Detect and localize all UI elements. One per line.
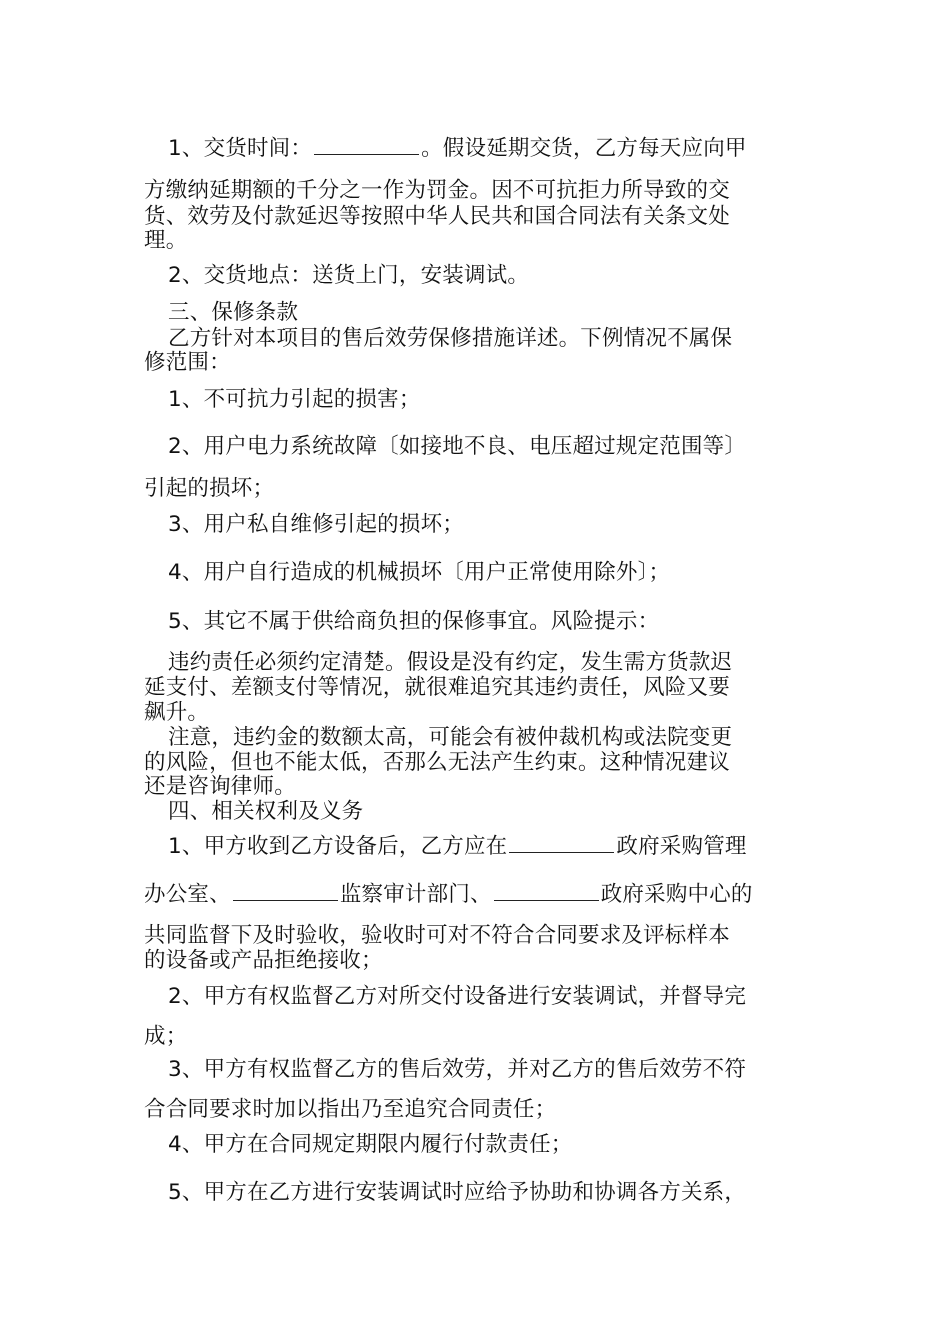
text-line: 合合同要求时加以指出乃至追究合同责任； [144,1097,557,1122]
procurement-center-blank [494,882,599,901]
text-line: 引起的损坏； [144,476,275,501]
section-heading-rights: 四、相关权利及义务 [168,799,364,824]
para-acceptance [168,834,747,860]
acceptance-text-5: 政府采购中心的 [600,882,753,907]
list-item: 1、不可抗力引起的损害； [168,387,421,412]
text-line: 方缴纳延期额的千分之一作为罚金。因不可抗拒力所导致的交 [144,178,730,203]
list-item: 5、甲方在乙方进行安装调试时应给予协助和协调各方关系， [168,1180,747,1205]
para-delivery-place: 2、交货地点：送货上门，安装调试。 [168,263,530,288]
list-item: 4、用户自行造成的机械损坏〔用户正常使用除外〕； [168,560,671,585]
text-line: 的设备或产品拒绝接收； [144,948,383,973]
note-paragraph: 注意，违约金的数额太高，可能会有被仲裁机构或法院变更 [168,725,733,750]
para-acceptance-cont [144,882,753,908]
delivery-time-text: 。假设延期交货，乙方每天应向甲 [421,136,747,161]
list-item: 2、甲方有权监督乙方对所交付设备进行安装调试，并督导完 [168,984,747,1009]
list-item: 2、用户电力系统故障〔如接地不良、电压超过规定范围等〕 [168,434,747,459]
section-heading-warranty: 三、保修条款 [168,300,299,325]
list-item: 3、用户私自维修引起的损坏； [168,512,464,537]
acceptance-text-3: 办公室、 [144,882,231,907]
text-line: 还是咨询律师。 [144,774,296,799]
list-item: 4、甲方在合同规定期限内履行付款责任； [168,1132,573,1157]
text-line: 修范围： [144,350,231,375]
text-line: 乙方针对本项目的售后效劳保修措施详述。下例情况不属保 [168,326,733,351]
text-line: 货、效劳及付款延迟等按照中华人民共和国合同法有关条文处 [144,204,730,229]
delivery-time-blank [314,136,419,155]
procurement-office-blank [509,834,614,853]
para-delivery-time [168,136,747,162]
list-item: 3、甲方有权监督乙方的售后效劳，并对乙方的售后效劳不符 [168,1057,747,1082]
audit-dept-blank [233,882,338,901]
acceptance-text-1: 1、甲方收到乙方设备后，乙方应在 [168,834,508,859]
delivery-time-label: 1、交货时间： [168,136,313,161]
list-item: 5、其它不属于供给商负担的保修事宜。风险提示： [168,609,660,634]
text-line: 共同监督下及时验收，验收时可对不符合合同要求及评标样本 [144,923,730,948]
acceptance-text-2: 政府采购管理 [616,834,747,859]
text-line: 成； [144,1024,188,1049]
text-line: 的风险，但也不能太低，否那么无法产生约束。这种情况建议 [144,750,730,775]
text-line: 理。 [144,228,188,253]
acceptance-text-4: 监察审计部门、 [339,882,492,907]
text-line: 飙升。 [144,700,210,725]
text-line: 延支付、差额支付等情况，就很难追究其违约责任，风险又要 [144,675,730,700]
risk-paragraph: 违约责任必须约定清楚。假设是没有约定，发生需方货款迟 [168,650,733,675]
